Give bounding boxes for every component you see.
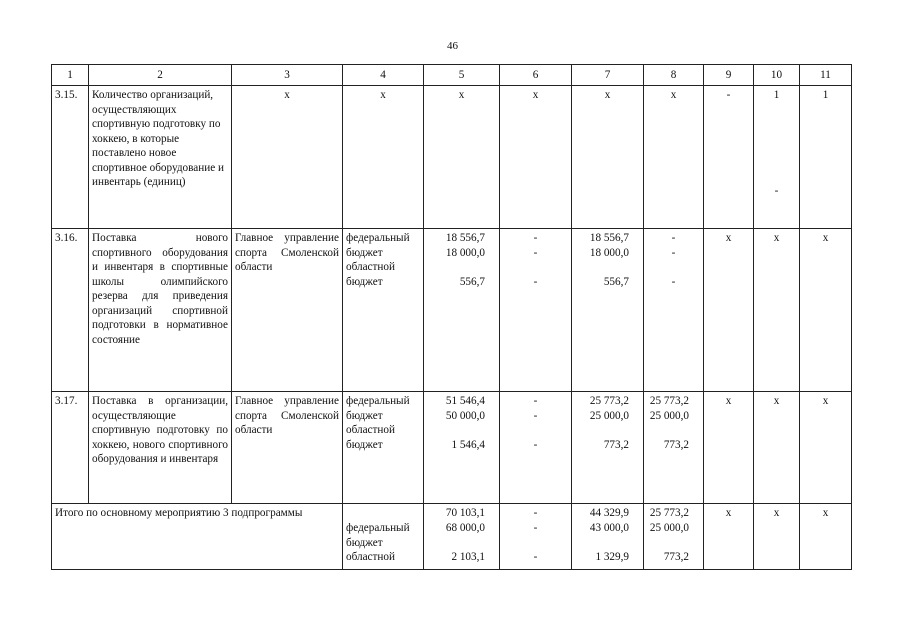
row-name: Поставка нового спортивного оборудования и инвентаря в спортивные школы олимпийского резерва для приведения организаций спортивной подготовки в нормативное состояние [89,229,232,392]
value-federal: 68 000,0 [445,521,485,534]
cell-col5 [424,229,500,392]
column-number-row [52,65,852,86]
value-regional: 1 546,4 [451,438,485,451]
cell-col6 [500,504,572,570]
column-header: 1 [52,65,89,86]
column-header: 10 [754,65,800,86]
cell-col7 [572,392,644,504]
row-number: 3.16. [52,229,89,392]
cell-col11: x [800,392,852,504]
cell-source [343,392,424,504]
value-total: 18 556,7 [445,232,485,244]
column-header: 11 [800,65,852,86]
column-header: 5 [424,65,500,86]
cell-source [343,504,424,570]
value-regional: 2 103,1 [451,550,485,563]
cell-col11: x [800,504,852,570]
table-row [52,392,852,504]
row-name: Поставка в организации, осуществляющие спортивную подготовку по хоккею, нового спортивного оборудования и инвентаря [89,392,232,504]
value-total: 25 773,2 [649,395,689,407]
value-federal: 25 000,0 [589,409,629,422]
value-total: 25 773,2 [649,507,689,519]
value-regional: - [671,275,676,288]
source-federal: федеральный бюджет [346,232,410,259]
value-federal: - [533,409,538,422]
value-total: - [533,232,538,244]
table-row [52,86,852,229]
cell-col10: x [754,504,800,570]
cell-col9: x [704,504,754,570]
source-federal: федеральный бюджет [346,522,410,549]
column-header: 4 [343,65,424,86]
row-name: Количество организаций, осуществляющих спортивную подготовку по хоккею, в которые поставлено новое спортивное оборудование и инвентарь (единиц) [89,86,232,229]
value-total: - [533,507,538,519]
value-federal: 50 000,0 [445,409,485,422]
value-regional: 556,7 [459,275,485,288]
value-federal: 25 000,0 [649,521,689,534]
cell-col6 [500,229,572,392]
cell-col11: 1 [800,86,852,229]
cell-col8: x [644,86,704,229]
value-federal: 43 000,0 [589,521,629,534]
value-regional: 556,7 [603,275,629,288]
cell-col7 [572,504,644,570]
cell-col10-mark: - [774,185,779,197]
value-federal: - [533,521,538,534]
value-total: 44 329,9 [589,507,629,519]
cell-col10 [754,86,800,229]
value-total: - [671,232,676,244]
total-label: Итого по основному мероприятию 3 подпрограммы [52,504,343,570]
source-federal: федеральный бюджет [346,395,410,422]
cell-col8 [644,392,704,504]
cell-executor: x [232,86,343,229]
cell-col10: x [754,392,800,504]
row-number: 3.17. [52,392,89,504]
value-federal: - [533,246,538,259]
value-regional: 773,2 [603,438,629,451]
value-regional: 1 329,9 [595,550,629,563]
value-total: - [533,395,538,407]
source-regional: областной бюджет [346,261,395,288]
budget-table [51,64,852,570]
value-total: 70 103,1 [445,507,485,519]
cell-col5 [424,392,500,504]
value-total: 25 773,2 [589,395,629,407]
column-header: 7 [572,65,644,86]
cell-col9: x [704,229,754,392]
column-header: 3 [232,65,343,86]
total-row [52,504,852,570]
value-federal: - [671,246,676,259]
column-header: 9 [704,65,754,86]
cell-executor: Главное управление спорта Смоленской области [232,229,343,392]
value-regional: - [533,550,538,563]
cell-col11: x [800,229,852,392]
cell-col5 [424,504,500,570]
page-number: 46 [447,40,458,52]
cell-col6 [500,392,572,504]
cell-col8 [644,229,704,392]
cell-col5: x [424,86,500,229]
value-regional: - [533,438,538,451]
cell-source: x [343,86,424,229]
source-regional: областной бюджет [346,424,395,451]
cell-col7 [572,229,644,392]
value-federal: 18 000,0 [589,246,629,259]
table-row [52,229,852,392]
column-header: 6 [500,65,572,86]
source-regional: областной [346,551,395,563]
value-regional: - [533,275,538,288]
value-regional: 773,2 [663,550,689,563]
cell-executor: Главное управление спорта Смоленской области [232,392,343,504]
cell-col6: x [500,86,572,229]
cell-source [343,229,424,392]
cell-col9: x [704,392,754,504]
value-federal: 18 000,0 [445,246,485,259]
value-total: 18 556,7 [589,232,629,244]
row-number: 3.15. [52,86,89,229]
cell-col10-value: 1 [773,89,780,101]
value-federal: 25 000,0 [649,409,689,422]
column-header: 8 [644,65,704,86]
cell-col7: x [572,86,644,229]
cell-col10: x [754,229,800,392]
value-regional: 773,2 [663,438,689,451]
cell-col9: - [704,86,754,229]
column-header: 2 [89,65,232,86]
value-total: 51 546,4 [445,395,485,407]
cell-col8 [644,504,704,570]
